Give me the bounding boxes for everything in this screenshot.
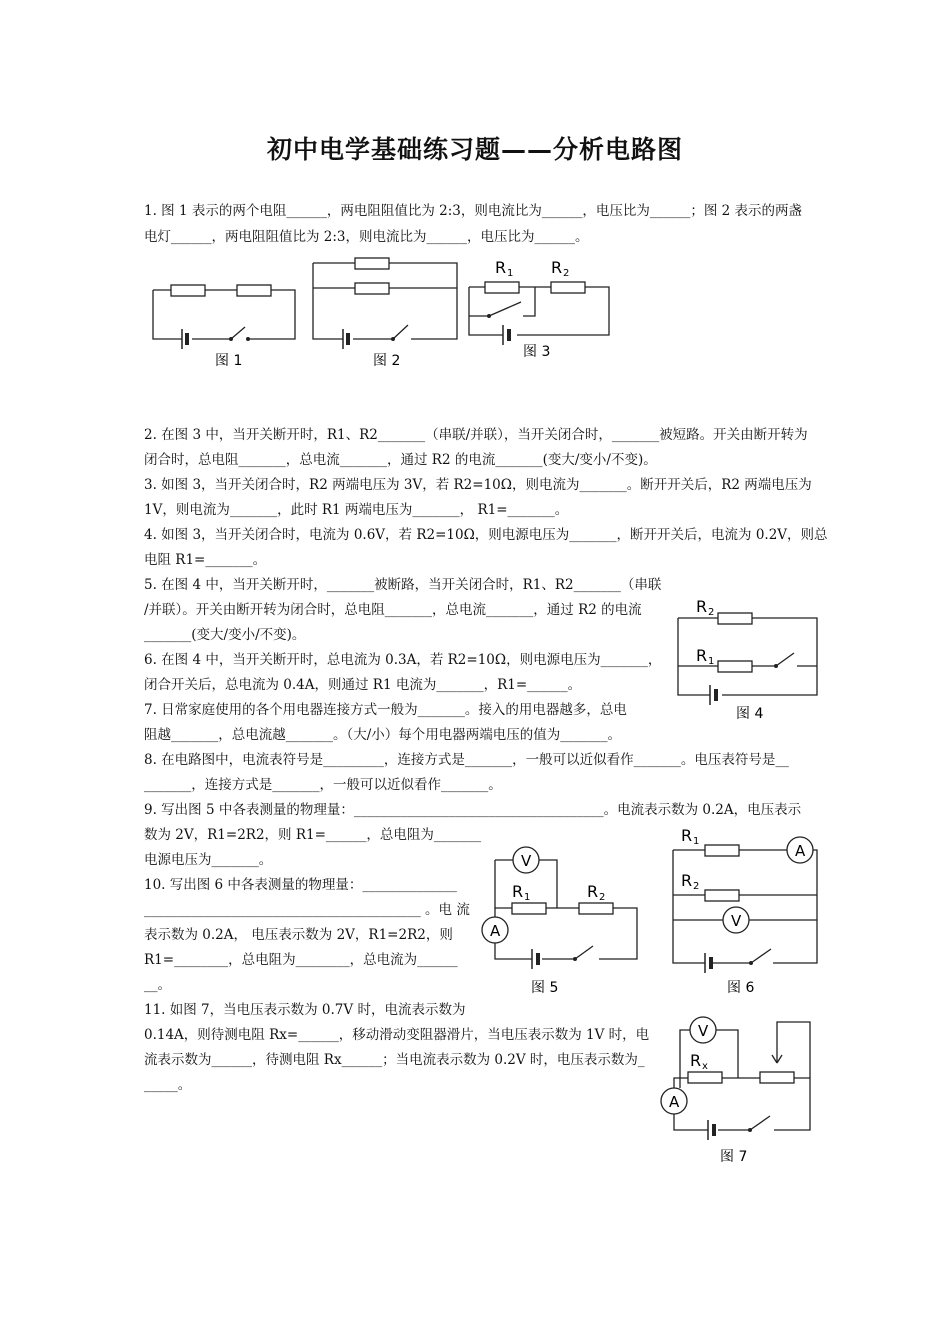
q1-line2: 电灯______，两电阻阻值比为 2:3，则电流比为______，电压比为______。 [144,229,589,245]
q8-line1: 8. 在电路图中，电流表符号是_________，连接方式是_______，一般可以近似看作_______。电压表符号是__ [144,752,789,768]
circuit-figure-5 [475,835,650,1000]
fig3-r1-label: R [495,258,507,277]
q5-line3: _______(变大/变小/不变)。 [144,627,306,643]
fig6-r2-sub: 2 [693,881,700,892]
circuit-figure-7 [650,1008,830,1168]
fig7-rx-sub: x [702,1061,708,1072]
q10-line3: 表示数为 0.2A， 电压表示数为 2V，R1=2R2，则 [144,927,453,943]
circuit-figure-2 [305,255,465,375]
fig6-voltmeter-label: V [731,912,742,930]
circuit-figure-4 [670,593,830,728]
q10-line2: _________________________________________ 。电 流 [144,902,470,918]
q11-line3: 流表示数为______，待测电阻 Rx______；当电流表示数为 0.2V 时，电压表示数为_ [144,1052,645,1068]
q11-line2: 0.14A，则待测电阻 Rx=______，移动滑动变阻器滑片，当电压表示数为 1V 时，电 [144,1027,650,1043]
q2-line1: 2. 在图 3 中，当开关断开时，R1、R2_______（串联/并联），当开关闭合时，_______被短路。开关由断开转为 [144,427,808,443]
fig6-ammeter-label: A [795,842,806,860]
fig7-rx-label: R [690,1051,702,1070]
fig5-r1-sub: 1 [524,892,531,903]
fig3-r2-label: R [551,258,563,277]
circuit-figure-3 [463,252,623,367]
figure-4-caption: 图 4 [736,706,764,722]
q3-line1: 3. 如图 3，当开关闭合时，R2 两端电压为 3V，若 R2=10Ω，则电流为_______。断开开关后，R2 两端电压为 [144,477,812,493]
fig5-ammeter-label: A [490,922,501,940]
q9-line1: 9. 写出图 5 中各表测量的物理量：_____________________________________。电流表示数为 0.2A，电压表示 [144,802,802,818]
figure-6-caption: 图 6 [727,980,755,996]
q5-line1: 5. 在图 4 中，当开关断开时，_______被断路，当开关闭合时，R1、R2_______（串联 [144,577,662,593]
q9-line3: 电源电压为_______。 [144,852,273,868]
fig6-r1-sub: 1 [693,836,700,847]
figure-3-caption: 图 3 [523,344,551,360]
q9-line2: 数为 2V，R1=2R2，则 R1=______，总电阻为_______ [144,827,482,843]
fig3-r2-sub: 2 [563,268,570,279]
fig6-r2-label: R [681,871,693,890]
fig4-r2-sub: 2 [708,607,715,618]
fig7-voltmeter-label: V [698,1022,709,1040]
q3-line2: 1V，则电流为_______，此时 R1 两端电压为_______， R1=_______。 [144,502,569,518]
figure-2-caption: 图 2 [373,353,401,369]
q11-line1: 11. 如图 7，当电压表示数为 0.7V 时，电流表示数为 [144,1002,466,1018]
q4-line2: 电阻 R1=_______。 [144,552,267,568]
figure-5-caption: 图 5 [531,980,559,996]
q10-line4: R1=________，总电阻为________，总电流为______ [144,952,458,968]
fig5-r2-sub: 2 [599,892,606,903]
fig5-r1-label: R [512,882,524,901]
q6-line1: 6. 在图 4 中，当开关断开时，总电流为 0.3A，若 R2=10Ω，则电源电压为_______， [144,652,662,668]
fig4-r1-label: R [696,646,708,665]
q4-line1: 4. 如图 3，当开关闭合时，电流为 0.6V，若 R2=10Ω，则电源电压为_______，断开开关后，电流为 0.2V，则总 [144,527,828,543]
page-title: 初中电学基础练习题——分析电路图 [266,135,683,164]
q8-line2: _______，连接方式是_______，一般可以近似看作_______。 [144,777,502,793]
q10-line1: 10. 写出图 6 中各表测量的物理量：______________ [144,877,457,893]
fig7-ammeter-label: A [669,1093,680,1111]
figure-1-caption: 图 1 [215,353,243,369]
q11-line4: _____。 [144,1077,192,1093]
q5-line2: /并联）。开关由断开转为闭合时，总电阻_______，总电流_______，通过 R2 的电流 [144,602,642,618]
circuit-figure-6 [665,823,830,998]
fig5-voltmeter-label: V [521,852,532,870]
q7-line1: 7. 日常家庭使用的各个用电器连接方式一般为_______。接入的用电器越多，总电 [144,702,627,718]
fig4-r2-label: R [696,597,708,616]
q10-line5: __。 [144,977,171,993]
q7-line2: 阻越_______，总电流越_______。（大/小）每个用电器两端电压的值为_______。 [144,727,622,743]
circuit-figure-1 [145,255,305,375]
fig3-r1-sub: 1 [507,268,514,279]
fig5-r2-label: R [587,882,599,901]
fig6-r1-label: R [681,826,693,845]
figure-7-caption: 图 7 [720,1149,748,1165]
q2-line2: 闭合时，总电阻_______，总电流_______，通过 R2 的电流_______(变大/变小/不变)。 [144,452,657,468]
q6-line2: 闭合开关后，总电流为 0.4A，则通过 R1 电流为_______，R1=______。 [144,677,582,693]
fig4-r1-sub: 1 [708,656,715,667]
q1-line1: 1. 图 1 表示的两个电阻______，两电阻阻值比为 2:3，则电流比为______，电压比为______；图 2 表示的两盏 [144,203,803,219]
